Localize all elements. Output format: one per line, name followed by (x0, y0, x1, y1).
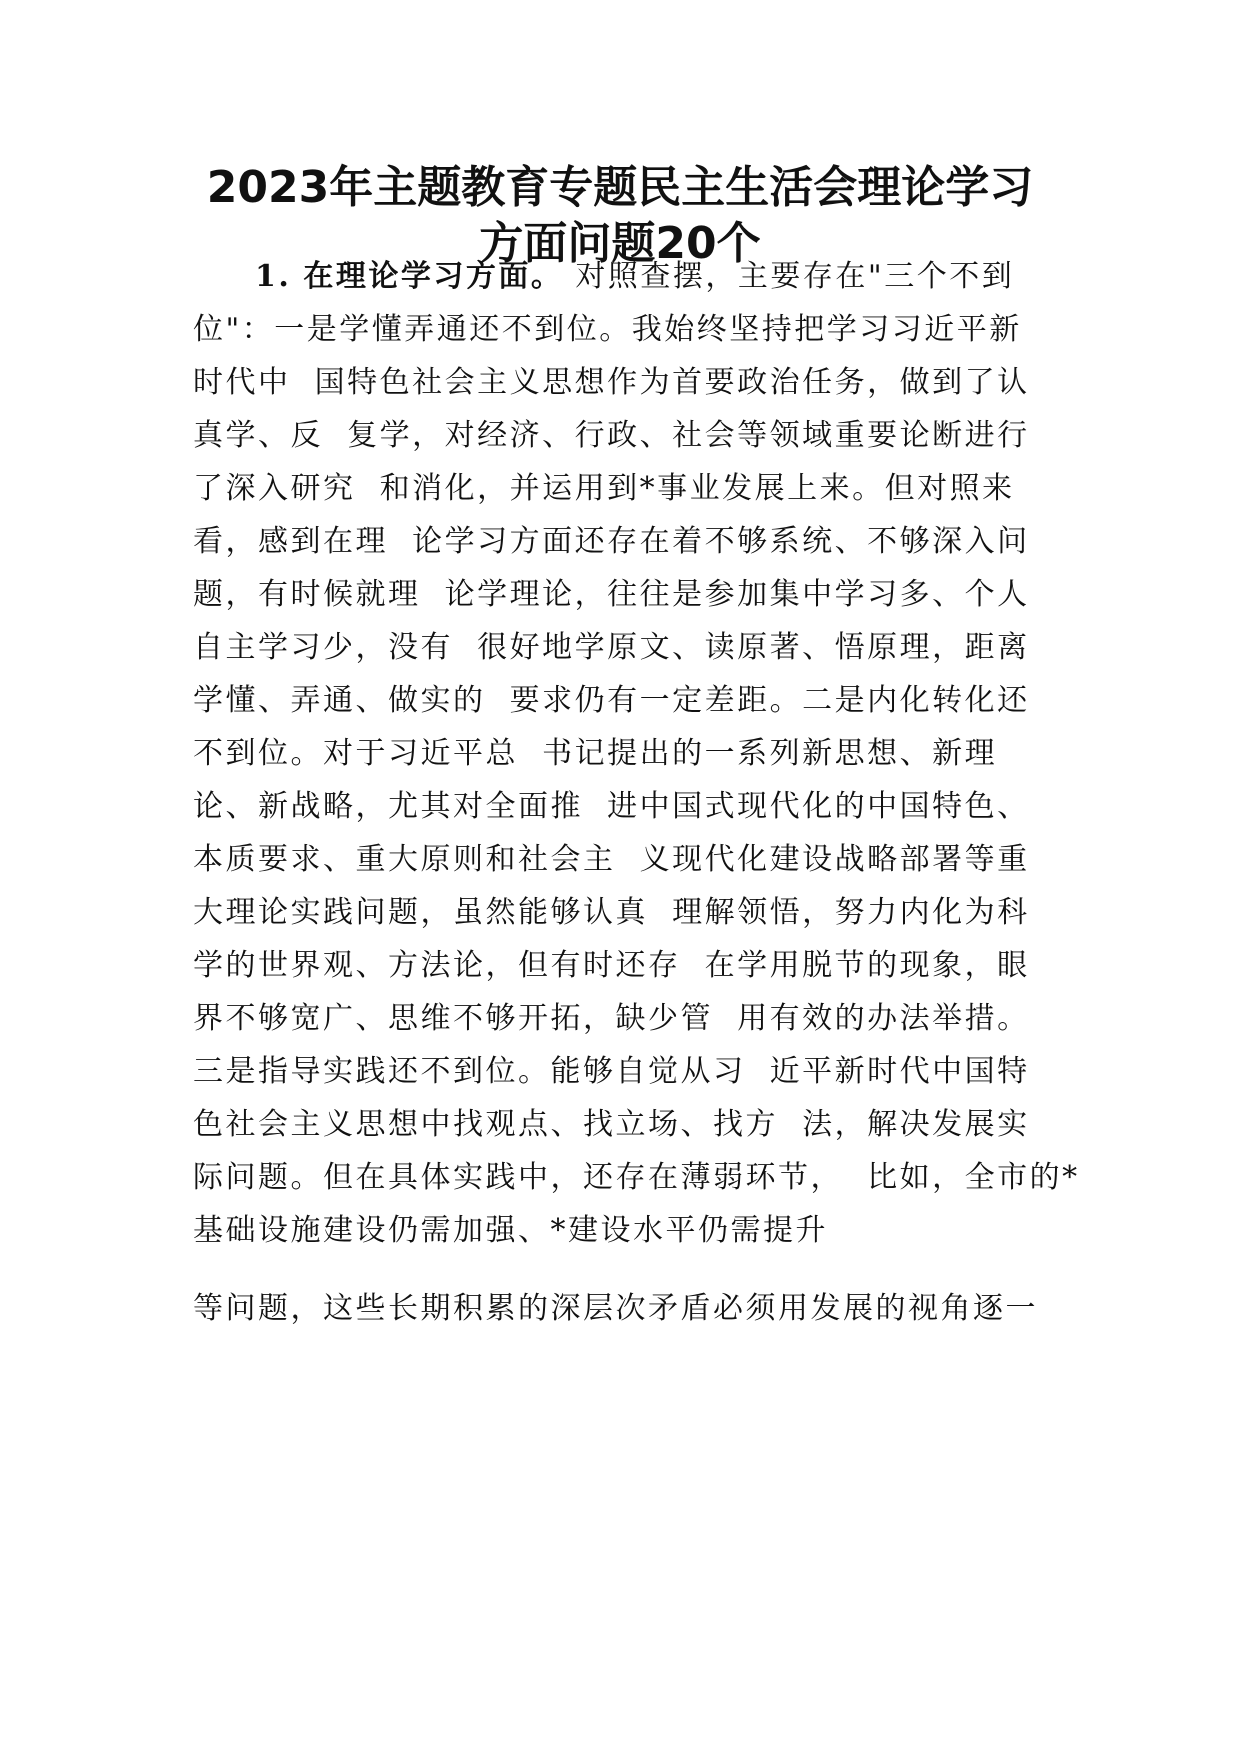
body-line: 三是指导实践还不到位。能够自觉从习 近平新时代中国特 (193, 1054, 1030, 1089)
body-line: 位"：一是学懂弄通还不到位。我始终坚持把学习习近平新 (193, 312, 1022, 347)
body-line: 界不够宽广、思维不够开拓，缺少管 用有效的办法举措。 (193, 1001, 1030, 1036)
body-line: 等问题，这些长期积累的深层次矛盾必须用发展的视角逐一 (193, 1291, 1038, 1326)
body-line: 题，有时候就理 论学理论，往往是参加集中学习多、个人 (193, 577, 1030, 612)
body-line: 时代中 国特色社会主义思想作为首要政治任务，做到了认 (193, 365, 1030, 400)
body-line: 大理论实践问题，虽然能够认真 理解领悟，努力内化为科 (193, 895, 1030, 930)
first-line-text: 对照查摆，主要存在"三个不到 (563, 259, 1015, 294)
body-line: 色社会主义思想中找观点、找立场、找方 法，解决发展实 (193, 1107, 1030, 1142)
paragraph-first-line (255, 257, 1014, 297)
body-line: 本质要求、重大原则和社会主 义现代化建设战略部署等重 (193, 842, 1030, 877)
document-title-line-2: 方面问题20个 (479, 218, 761, 269)
body-line: 了深入研究 和消化，并运用到*事业发展上来。但对照来 (193, 471, 1015, 506)
body-line: 际问题。但在具体实践中，还存在薄弱环节， 比如，全市的* (193, 1160, 1080, 1195)
body-line: 学懂、弄通、做实的 要求仍有一定差距。二是内化转化还 (193, 683, 1030, 718)
document-title-line-1: 2023年主题教育专题民主生活会理论学习 (206, 162, 1034, 213)
item-heading: 在理论学习方面。 (303, 259, 564, 294)
body-line: 学的世界观、方法论，但有时还存 在学用脱节的现象，眼 (193, 948, 1030, 983)
body-line: 自主学习少，没有 很好地学原文、读原著、悟原理，距离 (193, 630, 1030, 665)
body-line: 论、新战略，尤其对全面推 进中国式现代化的中国特色、 (193, 789, 1030, 824)
body-line: 看，感到在理 论学习方面还存在着不够系统、不够深入问 (193, 524, 1030, 559)
item-number: 1. (255, 259, 292, 294)
body-line: 基础设施建设仍需加强、*建设水平仍需提升 (193, 1213, 828, 1248)
body-line: 不到位。对于习近平总 书记提出的一系列新思想、新理 (193, 736, 998, 771)
body-line: 真学、反 复学，对经济、行政、社会等领域重要论断进行 (193, 418, 1030, 453)
